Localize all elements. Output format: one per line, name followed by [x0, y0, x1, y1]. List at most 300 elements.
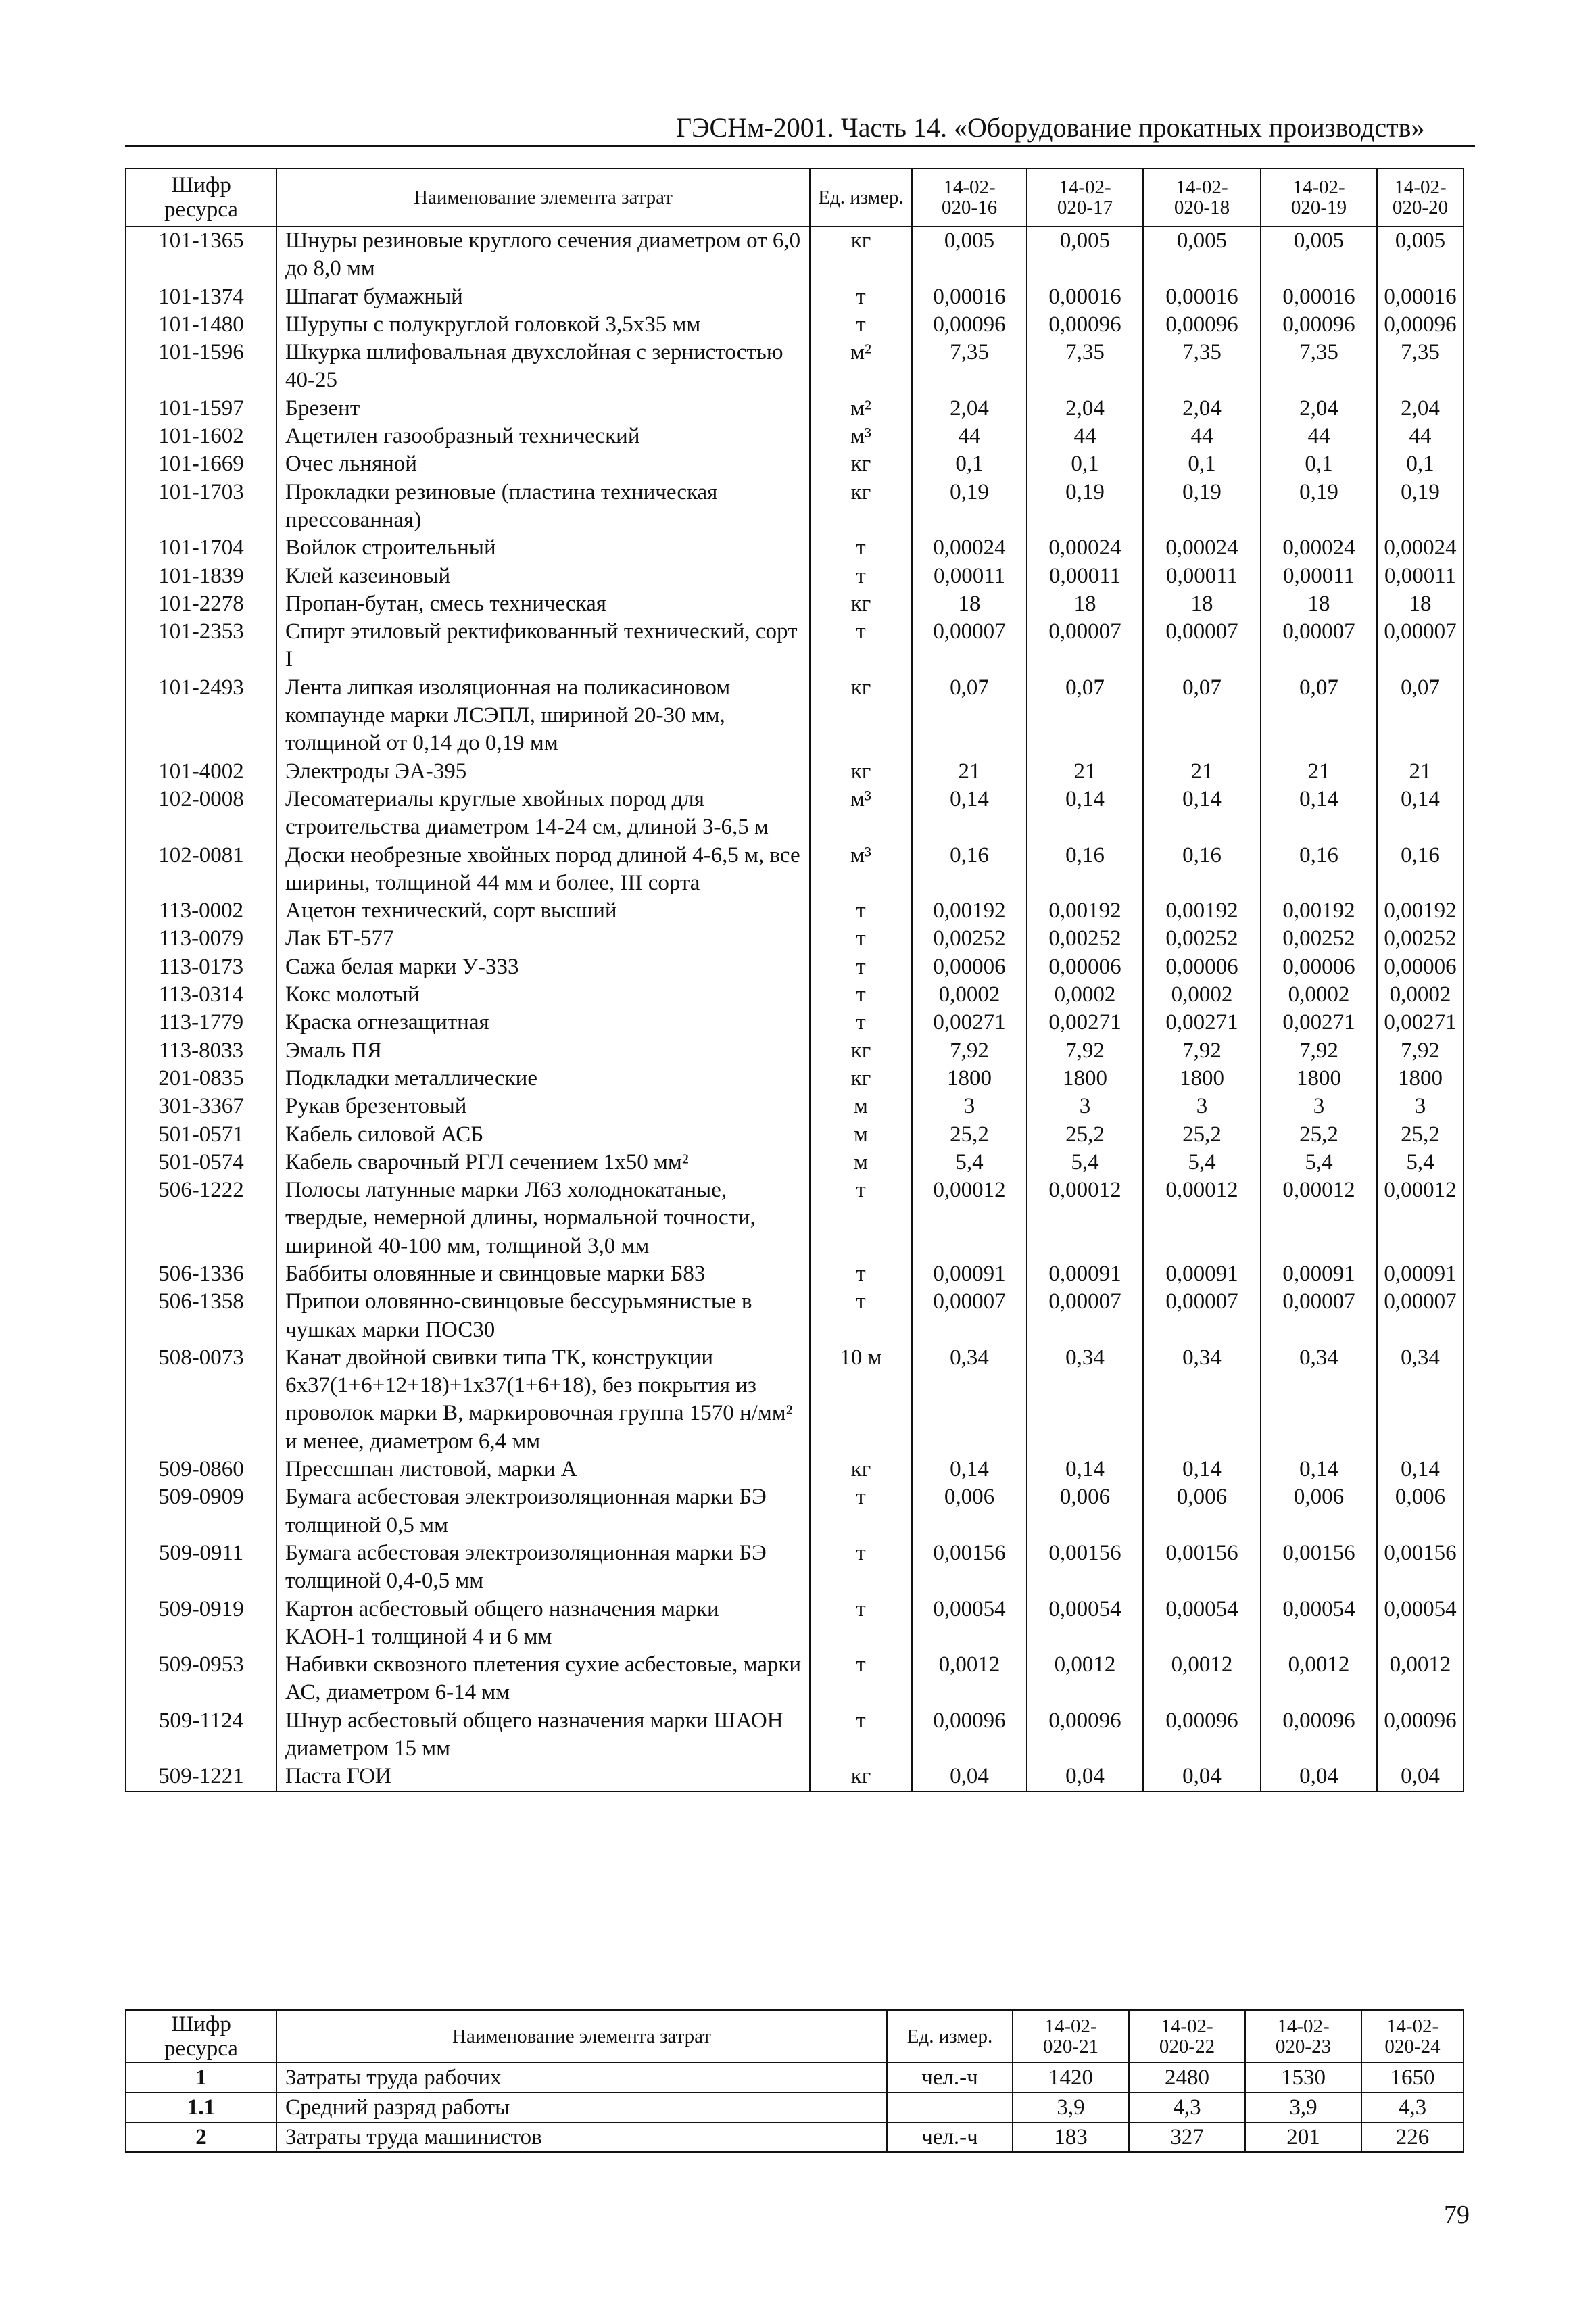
value-cell: 0,00007: [912, 618, 1027, 674]
value-cell: 44: [1143, 423, 1261, 450]
value-cell: 0,19: [1143, 479, 1261, 535]
value-cell: 0,00054: [1143, 1596, 1261, 1652]
value-cell: 0,00096: [1377, 311, 1464, 339]
resource-name: Кокс молотый: [276, 981, 810, 1009]
value-cell: 0,00096: [1377, 1707, 1464, 1763]
value-cell: 0,34: [1377, 1344, 1464, 1456]
value-cell: 2,04: [1261, 395, 1377, 423]
value-cell: 0,0002: [1027, 981, 1143, 1009]
value-cell: 44: [1027, 423, 1143, 450]
value-cell: 0,00192: [1377, 897, 1464, 925]
value-cell: 18: [912, 590, 1027, 618]
value-cell: 7,35: [1261, 339, 1377, 395]
resource-name: Спирт этиловый ректификованный технический, сорт I: [276, 618, 810, 674]
table-row: [126, 1483, 1464, 1540]
resource-code: 101-1374: [126, 283, 276, 311]
resource-code: 102-0081: [126, 842, 276, 898]
value-cell: 0,00054: [1377, 1596, 1464, 1652]
unit-cell: т: [810, 925, 912, 953]
resource-name: Шкурка шлифовальная двухслойная с зернистостью 40-25: [276, 339, 810, 395]
col-header-020-19: 14-02- 020-19: [1261, 168, 1377, 226]
resource-code: 101-2493: [126, 674, 276, 758]
value-cell: 0,00016: [912, 283, 1027, 311]
unit-cell: кг: [810, 758, 912, 786]
value-cell: 0,00016: [1261, 283, 1377, 311]
value-cell: 0,00007: [1143, 618, 1261, 674]
table-row: [126, 1176, 1464, 1260]
resource-code: 113-0173: [126, 953, 276, 981]
resource-code: 101-1704: [126, 534, 276, 562]
resource-code: 1: [126, 2063, 276, 2093]
unit-cell: т: [810, 618, 912, 674]
value-cell: 0,00156: [1377, 1540, 1464, 1596]
value-cell: 5,4: [1143, 1149, 1261, 1176]
value-cell: 21: [912, 758, 1027, 786]
value-cell: 0,14: [912, 786, 1027, 842]
value-cell: 0,00271: [912, 1009, 1027, 1036]
resource-code: 501-0571: [126, 1121, 276, 1149]
resource-code: 101-1597: [126, 395, 276, 423]
col-header-code: Шифр ресурса: [126, 168, 276, 226]
value-cell: 0,14: [912, 1456, 1027, 1483]
col-header-020-18: 14-02- 020-18: [1143, 168, 1261, 226]
resource-name: Брезент: [276, 395, 810, 423]
unit-cell: кг: [810, 1037, 912, 1065]
value-cell: 0,00006: [1261, 953, 1377, 981]
resource-name: Ацетилен газообразный технический: [276, 423, 810, 450]
resource-code: 506-1358: [126, 1288, 276, 1344]
resource-code: 113-1779: [126, 1009, 276, 1036]
value-cell: 0,00007: [1027, 1288, 1143, 1344]
unit-cell: м: [810, 1093, 912, 1120]
value-cell: 18: [1261, 590, 1377, 618]
resource-name: Средний разряд работы: [276, 2093, 887, 2122]
col-header-020-17: 14-02- 020-17: [1027, 168, 1143, 226]
value-cell: 0,34: [1027, 1344, 1143, 1456]
resource-name: Лента липкая изоляционная на поликасиновом компаунде марки ЛСЭПЛ, шириной 20-30 мм, толщиной от 0,14 до 0,19 мм: [276, 674, 810, 758]
table-row: [126, 1763, 1464, 1791]
resource-name: Электроды ЭА-395: [276, 758, 810, 786]
resource-code: 509-0919: [126, 1596, 276, 1652]
value-cell: 7,35: [912, 339, 1027, 395]
table-row: [126, 283, 1464, 311]
value-cell: 0,00054: [912, 1596, 1027, 1652]
value-cell: 3: [1377, 1093, 1464, 1120]
value-cell: 0,006: [912, 1483, 1027, 1540]
value-cell: 7,35: [1027, 339, 1143, 395]
value-cell: 0,00252: [1143, 925, 1261, 953]
value-cell: 1800: [1261, 1065, 1377, 1093]
table-row: [126, 395, 1464, 423]
table-row: [126, 786, 1464, 842]
value-cell: 0,00271: [1261, 1009, 1377, 1036]
value-cell: 5,4: [912, 1149, 1027, 1176]
resource-name: Краска огнезащитная: [276, 1009, 810, 1036]
value-cell: 7,35: [1377, 339, 1464, 395]
table-row: [126, 842, 1464, 898]
table-row: [126, 1065, 1464, 1093]
value-cell: 3: [912, 1093, 1027, 1120]
table-row: [126, 1288, 1464, 1344]
resource-name: Припои оловянно-свинцовые бессурьмянистые в чушках марки ПОС30: [276, 1288, 810, 1344]
table-row: [126, 311, 1464, 339]
value-cell: 0,00271: [1027, 1009, 1143, 1036]
resource-code: 101-1602: [126, 423, 276, 450]
resource-name: Шурупы с полукруглой головкой 3,5х35 мм: [276, 311, 810, 339]
value-cell: 0,00024: [912, 534, 1027, 562]
value-cell: 25,2: [1261, 1121, 1377, 1149]
resource-name: Ацетон технический, сорт высший: [276, 897, 810, 925]
value-cell: 0,34: [1143, 1344, 1261, 1456]
resource-name: Эмаль ПЯ: [276, 1037, 810, 1065]
value-cell: 0,00054: [1027, 1596, 1143, 1652]
value-cell: 0,00271: [1143, 1009, 1261, 1036]
value-cell: 0,0002: [1143, 981, 1261, 1009]
value-cell: 0,00156: [1261, 1540, 1377, 1596]
resource-name: Клей казеиновый: [276, 563, 810, 590]
resource-code: 113-0002: [126, 897, 276, 925]
value-cell: 0,00091: [1027, 1260, 1143, 1288]
resource-name: Подкладки металлические: [276, 1065, 810, 1093]
value-cell: 0,14: [1261, 1456, 1377, 1483]
table-row: [126, 953, 1464, 981]
resource-name: Прессшпан листовой, марки А: [276, 1456, 810, 1483]
value-cell: 0,1: [1027, 450, 1143, 478]
value-cell: 201: [1245, 2122, 1361, 2152]
table-row: [126, 618, 1464, 674]
value-cell: 3,9: [1013, 2093, 1129, 2122]
resource-code: 101-2353: [126, 618, 276, 674]
value-cell: 21: [1377, 758, 1464, 786]
resource-name: Полосы латунные марки Л63 холоднокатаные, твердые, немерной длины, нормальной точности, шириной 40-100 мм, толщиной 3,0 мм: [276, 1176, 810, 1260]
value-cell: 0,1: [1143, 450, 1261, 478]
value-cell: 2,04: [1377, 395, 1464, 423]
table-row: [126, 1037, 1464, 1065]
value-cell: 0,04: [1377, 1763, 1464, 1791]
table-row: [126, 2093, 1464, 2122]
value-cell: 0,00271: [1377, 1009, 1464, 1036]
unit-cell: м³: [810, 423, 912, 450]
value-cell: 0,00012: [1261, 1176, 1377, 1260]
value-cell: 0,00011: [1143, 563, 1261, 590]
table-row: [126, 1651, 1464, 1707]
value-cell: 0,04: [1143, 1763, 1261, 1791]
resource-name: Баббиты оловянные и свинцовые марки Б83: [276, 1260, 810, 1288]
resource-code: 506-1336: [126, 1260, 276, 1288]
resource-code: 509-1124: [126, 1707, 276, 1763]
unit-cell: т: [810, 283, 912, 311]
resource-code: 509-0909: [126, 1483, 276, 1540]
value-cell: 0,0012: [1027, 1651, 1143, 1707]
value-cell: 0,00252: [1027, 925, 1143, 953]
value-cell: 0,00024: [1377, 534, 1464, 562]
value-cell: 7,92: [1143, 1037, 1261, 1065]
value-cell: 0,00007: [1027, 618, 1143, 674]
resource-name: Канат двойной свивки типа ТК, конструкции 6х37(1+6+12+18)+1х37(1+6+18), без покрытия из проволок марки В, маркировочная группа 1570 н/мм² и менее, диаметром 6,4 мм: [276, 1344, 810, 1456]
value-cell: 0,07: [1377, 674, 1464, 758]
value-cell: 18: [1027, 590, 1143, 618]
value-cell: 0,07: [1143, 674, 1261, 758]
value-cell: 0,00011: [1377, 563, 1464, 590]
value-cell: 327: [1129, 2122, 1245, 2152]
resource-name: Затраты труда рабочих: [276, 2063, 887, 2093]
unit-cell: т: [810, 1483, 912, 1540]
value-cell: 0,1: [1377, 450, 1464, 478]
value-cell: 7,92: [912, 1037, 1027, 1065]
value-cell: 4,3: [1361, 2093, 1464, 2122]
value-cell: 0,005: [1027, 226, 1143, 283]
value-cell: 5,4: [1261, 1149, 1377, 1176]
table-row: [126, 1009, 1464, 1036]
value-cell: 0,16: [1027, 842, 1143, 898]
value-cell: 0,19: [912, 479, 1027, 535]
value-cell: 0,19: [1377, 479, 1464, 535]
unit-cell: т: [810, 1260, 912, 1288]
col-header-020-22: 14-02- 020-22: [1129, 2010, 1245, 2063]
unit-cell: м²: [810, 395, 912, 423]
value-cell: 0,00252: [1377, 925, 1464, 953]
value-cell: 0,0002: [1261, 981, 1377, 1009]
value-cell: 0,14: [1143, 1456, 1261, 1483]
resource-code: 509-0953: [126, 1651, 276, 1707]
value-cell: 0,14: [1377, 1456, 1464, 1483]
value-cell: 1800: [1027, 1065, 1143, 1093]
unit-cell: [887, 2093, 1013, 2122]
value-cell: 0,14: [1027, 1456, 1143, 1483]
resource-name: Бумага асбестовая электроизоляционная марки БЭ толщиной 0,4-0,5 мм: [276, 1540, 810, 1596]
resource-name: Затраты труда машинистов: [276, 2122, 887, 2152]
resource-code: 509-1221: [126, 1763, 276, 1791]
unit-cell: кг: [810, 1456, 912, 1483]
value-cell: 2,04: [912, 395, 1027, 423]
value-cell: 0,14: [1261, 786, 1377, 842]
resource-code: 113-0079: [126, 925, 276, 953]
unit-cell: т: [810, 534, 912, 562]
unit-cell: т: [810, 311, 912, 339]
resource-table-1: [125, 168, 1464, 1792]
table-row: [126, 450, 1464, 478]
resource-name: Кабель сварочный РГЛ сечением 1х50 мм²: [276, 1149, 810, 1176]
resource-code: 101-1703: [126, 479, 276, 535]
resource-name: Войлок строительный: [276, 534, 810, 562]
value-cell: 0,00192: [912, 897, 1027, 925]
resource-code: 102-0008: [126, 786, 276, 842]
value-cell: 18: [1143, 590, 1261, 618]
value-cell: 0,00091: [1143, 1260, 1261, 1288]
value-cell: 0,16: [1261, 842, 1377, 898]
value-cell: 1650: [1361, 2063, 1464, 2093]
unit-cell: кг: [810, 590, 912, 618]
value-cell: 0,1: [912, 450, 1027, 478]
resource-code: 509-0860: [126, 1456, 276, 1483]
value-cell: 25,2: [912, 1121, 1027, 1149]
unit-cell: т: [810, 1540, 912, 1596]
resource-code: 509-0911: [126, 1540, 276, 1596]
value-cell: 0,00006: [1143, 953, 1261, 981]
resource-code: 101-1669: [126, 450, 276, 478]
table-row: [126, 423, 1464, 450]
table-row: [126, 534, 1464, 562]
value-cell: 0,00012: [1027, 1176, 1143, 1260]
value-cell: 1800: [912, 1065, 1027, 1093]
value-cell: 0,00007: [1261, 618, 1377, 674]
value-cell: 0,00192: [1261, 897, 1377, 925]
value-cell: 0,34: [1261, 1344, 1377, 1456]
table-row: [126, 1149, 1464, 1176]
value-cell: 0,16: [1143, 842, 1261, 898]
value-cell: 44: [1377, 423, 1464, 450]
value-cell: 2480: [1129, 2063, 1245, 2093]
table-row: [126, 1540, 1464, 1596]
table-row: [126, 563, 1464, 590]
value-cell: 0,005: [1143, 226, 1261, 283]
value-cell: 0,00096: [1027, 311, 1143, 339]
value-cell: 0,04: [1261, 1763, 1377, 1791]
resource-code: 506-1222: [126, 1176, 276, 1260]
value-cell: 0,00012: [912, 1176, 1027, 1260]
value-cell: 0,00016: [1143, 283, 1261, 311]
value-cell: 25,2: [1143, 1121, 1261, 1149]
value-cell: 0,14: [1027, 786, 1143, 842]
value-cell: 7,92: [1377, 1037, 1464, 1065]
value-cell: 0,00252: [1261, 925, 1377, 953]
value-cell: 0,07: [1027, 674, 1143, 758]
resource-code: 2: [126, 2122, 276, 2152]
resource-name: Кабель силовой АСБ: [276, 1121, 810, 1149]
unit-cell: т: [810, 1288, 912, 1344]
value-cell: 0,00011: [1027, 563, 1143, 590]
value-cell: 0,00156: [1027, 1540, 1143, 1596]
value-cell: 183: [1013, 2122, 1129, 2152]
table-row: [126, 1596, 1464, 1652]
value-cell: 0,00007: [1377, 1288, 1464, 1344]
table-row: [126, 339, 1464, 395]
resource-name: Набивки сквозного плетения сухие асбестовые, марки АС, диаметром 6-14 мм: [276, 1651, 810, 1707]
value-cell: 0,16: [1377, 842, 1464, 898]
value-cell: 0,00016: [1027, 283, 1143, 311]
value-cell: 226: [1361, 2122, 1464, 2152]
value-cell: 0,04: [1027, 1763, 1143, 1791]
running-header: ГЭСНм-2001. Часть 14. «Оборудование прокатных производств»: [676, 112, 1425, 143]
resource-name: Лак БТ-577: [276, 925, 810, 953]
value-cell: 0,34: [912, 1344, 1027, 1456]
value-cell: 0,00096: [1143, 1707, 1261, 1763]
unit-cell: кг: [810, 226, 912, 283]
value-cell: 21: [1143, 758, 1261, 786]
col-header-name: Наименование элемента затрат: [276, 168, 810, 226]
value-cell: 7,92: [1027, 1037, 1143, 1065]
unit-cell: т: [810, 1651, 912, 1707]
value-cell: 0,19: [1027, 479, 1143, 535]
value-cell: 0,00192: [1143, 897, 1261, 925]
col-header-020-16: 14-02- 020-16: [912, 168, 1027, 226]
value-cell: 0,00011: [912, 563, 1027, 590]
value-cell: 0,00006: [1377, 953, 1464, 981]
unit-cell: т: [810, 981, 912, 1009]
value-cell: 7,35: [1143, 339, 1261, 395]
col-header-020-24: 14-02- 020-24: [1361, 2010, 1464, 2063]
resource-name: Шнуры резиновые круглого сечения диаметром от 6,0 до 8,0 мм: [276, 226, 810, 283]
table-row: [126, 2122, 1464, 2152]
unit-cell: т: [810, 1596, 912, 1652]
header-rule: [125, 145, 1475, 147]
resource-code: 101-1596: [126, 339, 276, 395]
value-cell: 0,00007: [1143, 1288, 1261, 1344]
table-row: [126, 981, 1464, 1009]
value-cell: 7,92: [1261, 1037, 1377, 1065]
value-cell: 0,00006: [1027, 953, 1143, 981]
resource-name: Прокладки резиновые (пластина техническая прессованная): [276, 479, 810, 535]
unit-cell: м³: [810, 842, 912, 898]
unit-cell: кг: [810, 1065, 912, 1093]
value-cell: 3: [1027, 1093, 1143, 1120]
table-row: [126, 2063, 1464, 2093]
resource-name: Очес льняной: [276, 450, 810, 478]
value-cell: 0,07: [912, 674, 1027, 758]
value-cell: 0,00091: [1261, 1260, 1377, 1288]
value-cell: 3,9: [1245, 2093, 1361, 2122]
value-cell: 0,00012: [1143, 1176, 1261, 1260]
value-cell: 4,3: [1129, 2093, 1245, 2122]
resource-code: 508-0073: [126, 1344, 276, 1456]
col-header-020-23: 14-02- 020-23: [1245, 2010, 1361, 2063]
unit-cell: кг: [810, 1763, 912, 1791]
value-cell: 0,00096: [1143, 311, 1261, 339]
value-cell: 0,04: [912, 1763, 1027, 1791]
resource-name: Бумага асбестовая электроизоляционная марки БЭ толщиной 0,5 мм: [276, 1483, 810, 1540]
value-cell: 0,00096: [912, 1707, 1027, 1763]
value-cell: 21: [1261, 758, 1377, 786]
resource-code: 201-0835: [126, 1065, 276, 1093]
value-cell: 0,00096: [1027, 1707, 1143, 1763]
value-cell: 0,006: [1027, 1483, 1143, 1540]
table-row: [126, 1344, 1464, 1456]
value-cell: 44: [1261, 423, 1377, 450]
table-row: [126, 897, 1464, 925]
col-header-name: Наименование элемента затрат: [276, 2010, 887, 2063]
value-cell: 0,00192: [1027, 897, 1143, 925]
col-header-unit: Ед. измер.: [887, 2010, 1013, 2063]
unit-cell: чел.-ч: [887, 2063, 1013, 2093]
table-row: [126, 674, 1464, 758]
unit-cell: т: [810, 1707, 912, 1763]
resource-name: Пропан-бутан, смесь техническая: [276, 590, 810, 618]
resource-name: Рукав брезентовый: [276, 1093, 810, 1120]
value-cell: 0,006: [1143, 1483, 1261, 1540]
resource-code: 101-1365: [126, 226, 276, 283]
value-cell: 5,4: [1027, 1149, 1143, 1176]
unit-cell: кг: [810, 674, 912, 758]
value-cell: 0,0002: [1377, 981, 1464, 1009]
resource-name: Лесоматериалы круглые хвойных пород для строительства диаметром 14-24 см, длиной 3-6,5 м: [276, 786, 810, 842]
value-cell: 44: [912, 423, 1027, 450]
resource-name: Картон асбестовый общего назначения марки КАОН-1 толщиной 4 и 6 мм: [276, 1596, 810, 1652]
value-cell: 0,00024: [1027, 534, 1143, 562]
value-cell: 0,00091: [1377, 1260, 1464, 1288]
value-cell: 0,005: [1261, 226, 1377, 283]
table-row: [126, 479, 1464, 535]
resource-code: 1.1: [126, 2093, 276, 2122]
value-cell: 0,006: [1377, 1483, 1464, 1540]
table-row: [126, 1121, 1464, 1149]
value-cell: 0,0002: [912, 981, 1027, 1009]
value-cell: 0,00024: [1143, 534, 1261, 562]
col-header-020-20: 14-02- 020-20: [1377, 168, 1464, 226]
value-cell: 0,00096: [912, 311, 1027, 339]
value-cell: 3: [1143, 1093, 1261, 1120]
value-cell: 5,4: [1377, 1149, 1464, 1176]
unit-cell: т: [810, 563, 912, 590]
